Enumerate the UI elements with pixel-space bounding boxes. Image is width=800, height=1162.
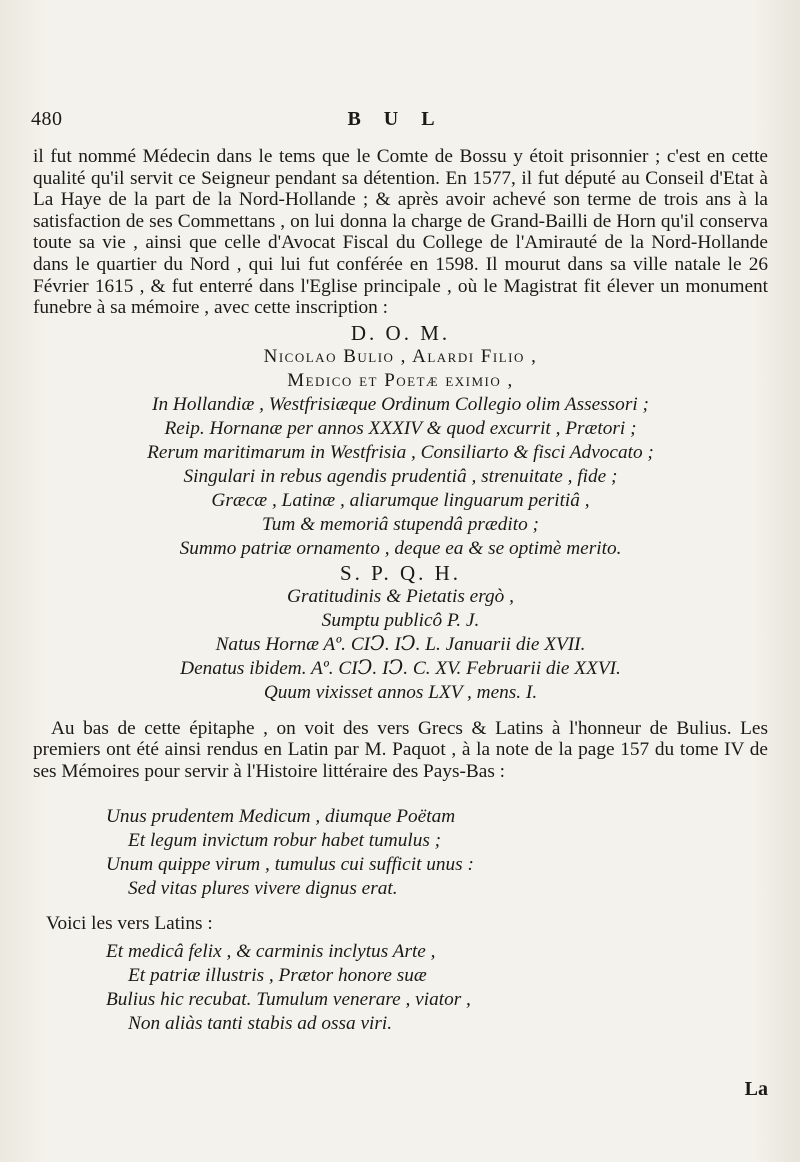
inscription-line: S. P. Q. H. <box>339 560 462 585</box>
catchword: La <box>744 1078 768 1100</box>
inscription-line: Sumptu publicô P. J. <box>321 609 480 631</box>
inscription-line: Denatus ibidem. Aº. CIↃ. IↃ. C. XV. Februarii die XXVI. <box>180 657 621 679</box>
inscription-line: Quum vixisset annos LXV , mens. I. <box>263 681 538 703</box>
page-number: 480 <box>31 108 63 130</box>
verse-line: Bulius hic recubat. Tumulum venerare , viator , <box>106 989 471 1011</box>
inscription-line: Græcæ , Latinæ , aliarumque linguarum peritiâ , <box>211 489 590 511</box>
inscription-line: Natus Hornæ Aº. CIↃ. IↃ. L. Januarii die XVII. <box>215 633 586 655</box>
inscription-line: Reip. Hornanæ per annos XXXIV & quod excurrit , Prætori ; <box>164 417 637 439</box>
inscription-line: Nicolao Bulio , Alardi Filio , <box>263 345 538 367</box>
inscription-line: Singulari in rebus agendis prudentiâ , strenuitate , fide ; <box>183 465 618 487</box>
page-header <box>31 108 760 134</box>
epitaph-inscription <box>33 321 768 705</box>
verse-line: Sed vitas plures vivere dignus erat. <box>128 877 398 899</box>
inscription-line: D. O. M. <box>350 320 451 345</box>
inscription-line: In Hollandiæ , Westfrisiæque Ordinum Collegio olim Assessori ; <box>152 393 649 415</box>
inscription-line: Rerum maritimarum in Westfrisia , Consiliarto & fisci Advocato ; <box>147 441 654 463</box>
paragraph-continuation: il fut nommé Médecin dans le tems que le Comte de Bossu y étoit prisonnier ; c'est en cette qualité qu'il servit ce Seigneur pendant sa détention. En 1577, il fut député au Conseil d'Etat à La Haye de la part de la Nord-Hollande ; & après avoir achevé son terme de trois ans à la satisfaction de ses Commettans , on lui donna la charge de Grand-Bailli de Horn qu'il conserva toute sa vie , ainsi que celle d'Avocat Fiscal du College de l'Amirauté de la Nord-Hollande dans le quartier du Nord , qui lui fut conférée en 1598. Il mourut dans sa ville natale le 26 Février 1615 , & fut enterré dans l'Eglise principale , où le Magistrat fit élever un monument funebre à sa mémoire , avec cette inscription : <box>33 146 768 319</box>
inscription-line: Gratitudinis & Pietatis ergò , <box>287 585 514 607</box>
paragraph-epitaph-verses: Au bas de cette épitaphe , on voit des vers Grecs & Latins à l'honneur de Bulius. Les premiers ont été ainsi rendus en Latin par M. Paquot , à la note de la page 157 du tome IV de ses Mémoires pour servir à l'Histoire littéraire des Pays-Bas : <box>33 717 768 782</box>
inscription-line: Tum & memoriâ stupendâ prædito ; <box>262 513 539 535</box>
page-body <box>33 146 768 1036</box>
verse-line: Et legum invictum robur habet tumulus ; <box>128 829 442 851</box>
verse-line: Unum quippe virum , tumulus cui sufficit unus : <box>106 853 474 875</box>
verse-line: Et patriæ illustris , Prætor honore suæ <box>128 965 427 987</box>
running-head: B U L <box>347 108 444 130</box>
verse-line: Et medicâ felix , & carminis inclytus Arte , <box>106 941 436 963</box>
inscription-line: Medico et Poetæ eximio , <box>287 369 514 391</box>
inscription-line: Summo patriæ ornamento , deque ea & se optimè merito. <box>179 537 622 559</box>
latin-verses-intro: Voici les vers Latins : <box>46 912 213 934</box>
latin-verses <box>33 940 768 1036</box>
verse-line: Non aliàs tanti stabis ad ossa viri. <box>128 1013 393 1035</box>
greek-verses-translation <box>33 805 768 901</box>
verse-line: Unus prudentem Medicum , diumque Poëtam <box>106 805 456 827</box>
